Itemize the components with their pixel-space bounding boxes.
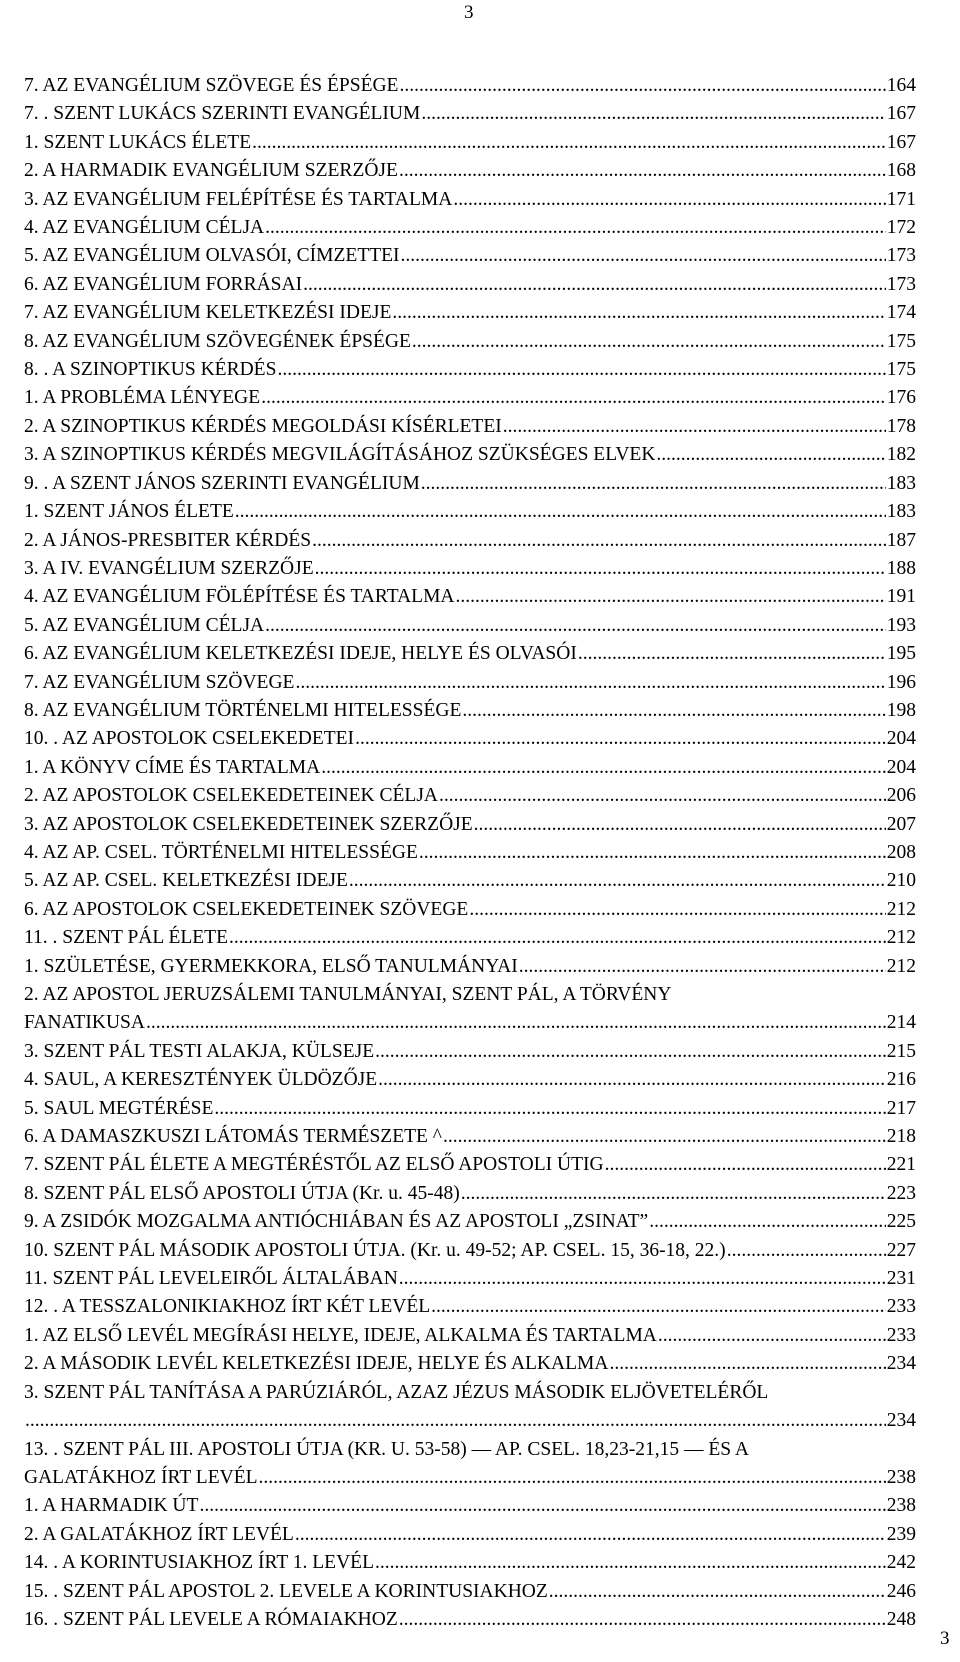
- toc-entry-page: 175: [886, 359, 916, 381]
- toc-entry: [24, 1123, 916, 1151]
- dot-leader: [727, 1237, 886, 1265]
- toc-entry: [24, 527, 916, 555]
- toc-entry-page: 193: [886, 614, 916, 636]
- toc-entry-page: 223: [886, 1182, 916, 1204]
- toc-entry: [24, 1578, 916, 1606]
- toc-entry-label: 4. SAUL, A KERESZTÉNYEK ÜLDÖZŐJE: [24, 1069, 378, 1091]
- toc-entry: [24, 441, 916, 469]
- toc-entry-label: 9. A ZSIDÓK MOZGALMA ANTIÓCHIÁBAN ÉS AZ APOSTOLI „ZSINAT”: [24, 1211, 649, 1233]
- toc-entry-page: 174: [886, 302, 916, 324]
- dot-leader: [25, 1407, 886, 1435]
- toc-entry-page: 239: [886, 1523, 916, 1545]
- dot-leader: [605, 1151, 886, 1179]
- toc-entry: [24, 555, 916, 583]
- toc-entry-label: 2. A SZINOPTIKUS KÉRDÉS MEGOLDÁSI KÍSÉRLETEI: [24, 415, 502, 437]
- toc-entry-page: 178: [886, 415, 916, 437]
- toc-entry: [24, 1038, 916, 1066]
- toc-entry: [24, 1549, 916, 1577]
- dot-leader: [461, 1180, 886, 1208]
- toc-entry: [24, 100, 916, 128]
- toc-entry-page: 231: [886, 1268, 916, 1290]
- dot-leader: [658, 1322, 886, 1350]
- dot-leader: [503, 413, 886, 441]
- toc-entry-label: 3. AZ APOSTOLOK CSELEKEDETEINEK SZERZŐJE: [24, 813, 473, 835]
- toc-entry: [24, 72, 916, 100]
- toc-entry-page: 238: [886, 1495, 916, 1517]
- toc-entry: [24, 1265, 916, 1293]
- toc-entry-label: 3. AZ EVANGÉLIUM FELÉPÍTÉSE ÉS TARTALMA: [24, 188, 453, 210]
- toc-entry: [24, 839, 916, 867]
- toc-entry: [24, 669, 916, 697]
- toc-entry-label: 5. AZ AP. CSEL. KELETKEZÉSI IDEJE: [24, 870, 348, 892]
- toc-entry-label: 8. AZ EVANGÉLIUM TÖRTÉNELMI HITELESSÉGE: [24, 699, 462, 721]
- toc-entry-label: 8. AZ EVANGÉLIUM SZÖVEGÉNEK ÉPSÉGE: [24, 330, 411, 352]
- toc-entry-label: 1. SZENT LUKÁCS ÉLETE: [24, 131, 252, 153]
- toc-entry-page: 234: [886, 1353, 916, 1375]
- toc-entry-page: 195: [886, 643, 916, 665]
- toc-entry-page: 196: [886, 671, 916, 693]
- toc-entry: [24, 356, 916, 384]
- dot-leader: [252, 129, 886, 157]
- toc-entry-page: 207: [886, 813, 916, 835]
- toc-entry-page: 216: [886, 1069, 916, 1091]
- toc-entry: [24, 157, 916, 185]
- dot-leader: [321, 754, 886, 782]
- toc-entry-label: 1. A HARMADIK ÚT: [24, 1495, 199, 1517]
- toc-entry: [24, 1436, 916, 1493]
- toc-entry: [24, 725, 916, 753]
- dot-leader: [399, 72, 885, 100]
- dot-leader: [146, 1009, 886, 1037]
- toc-entry: [24, 697, 916, 725]
- toc-entry: [24, 242, 916, 270]
- toc-entry: [24, 782, 916, 810]
- toc-entry: [24, 924, 916, 952]
- toc-entry-page: 175: [886, 330, 916, 352]
- dot-leader: [456, 583, 886, 611]
- dot-leader: [349, 867, 886, 895]
- toc-entry-page: 204: [886, 756, 916, 778]
- toc-entry-page: 191: [886, 586, 916, 608]
- toc-entry-page: 198: [886, 699, 916, 721]
- dot-leader: [399, 1265, 886, 1293]
- dot-leader: [399, 157, 886, 185]
- toc-entry-label: 6. AZ EVANGÉLIUM KELETKEZÉSI IDEJE, HELYE ÉS OLVASÓI: [24, 643, 577, 665]
- toc-entry-page: 183: [886, 501, 916, 523]
- toc-entry-label: 1. A KÖNYV CÍME ÉS TARTALMA: [24, 756, 321, 778]
- toc-entry-label: 5. AZ EVANGÉLIUM OLVASÓI, CÍMZETTEI: [24, 245, 400, 267]
- toc-entry-page: 204: [886, 728, 916, 750]
- toc-entry-label: 2. A JÁNOS-PRESBITER KÉRDÉS: [24, 529, 312, 551]
- toc-entry-page: 215: [886, 1040, 916, 1062]
- toc-entry-page: 233: [886, 1296, 916, 1318]
- toc-entry-label: 10. SZENT PÁL MÁSODIK APOSTOLI ÚTJA. (Kr. u. 49-52; AP. CSEL. 15, 36-18, 22.): [24, 1239, 726, 1261]
- toc-entry: [24, 1237, 916, 1265]
- toc-entry: [24, 299, 916, 327]
- toc-entry: [24, 328, 916, 356]
- dot-leader: [265, 612, 886, 640]
- toc-entry-label: 8. SZENT PÁL ELSŐ APOSTOLI ÚTJA (Kr. u. 45-48): [24, 1182, 460, 1204]
- toc-entry: [24, 1180, 916, 1208]
- dot-leader: [295, 669, 885, 697]
- dot-leader: [453, 186, 885, 214]
- toc-entry-page: 176: [886, 387, 916, 409]
- toc-entry-page: 242: [886, 1552, 916, 1574]
- toc-entry: [24, 1350, 916, 1378]
- toc-entry: [24, 1208, 916, 1236]
- toc-entry: [24, 640, 916, 668]
- dot-leader: [412, 328, 886, 356]
- dot-leader: [315, 555, 886, 583]
- toc-entry-label: 10. . AZ APOSTOLOK CSELEKEDETEI: [24, 728, 355, 750]
- toc-entry-page: 214: [886, 1012, 916, 1034]
- toc-entry-label: GALATÁKHOZ ÍRT LEVÉL: [24, 1466, 258, 1488]
- toc-entry-label: 7. AZ EVANGÉLIUM SZÖVEGE: [24, 671, 295, 693]
- dot-leader: [199, 1492, 885, 1520]
- page-number-top: 3: [464, 2, 474, 23]
- toc-entry: [24, 498, 916, 526]
- dot-leader: [462, 697, 885, 725]
- toc-entry-page: 171: [886, 188, 916, 210]
- toc-entry-label: 12. . A TESSZALONIKIAKHOZ ÍRT KÉT LEVÉL: [24, 1296, 431, 1318]
- toc-entry: [24, 1293, 916, 1321]
- toc-entry-label: 1. A PROBLÉMA LÉNYEGE: [24, 387, 261, 409]
- toc-entry-page: 208: [886, 841, 916, 863]
- toc-entry-label-line1: 3. SZENT PÁL TANÍTÁSA A PARÚZIÁRÓL, AZAZ JÉZUS MÁSODIK ELJÖVETELÉRŐL: [24, 1381, 769, 1403]
- toc-entry: [24, 413, 916, 441]
- toc-entry: [24, 470, 916, 498]
- toc-entry: [24, 129, 916, 157]
- toc-entry-page: 183: [886, 472, 916, 494]
- toc-entry-page: 167: [886, 103, 916, 125]
- toc-entry-page: 217: [886, 1097, 916, 1119]
- toc-entry-label: 14. . A KORINTUSIAKHOZ ÍRT 1. LEVÉL: [24, 1552, 374, 1574]
- toc-entry-label: 6. A DAMASZKUSZI LÁTOMÁS TERMÉSZETE ^: [24, 1126, 442, 1148]
- dot-leader: [431, 1293, 886, 1321]
- dot-leader: [261, 384, 886, 412]
- toc-entry-label-line1: 13. . SZENT PÁL III. APOSTOLI ÚTJA (KR. U. 53-58) ― AP. CSEL. 18,23-21,15 ― ÉS A: [24, 1438, 749, 1460]
- toc-entry: [24, 612, 916, 640]
- toc-entry-page: 225: [886, 1211, 916, 1233]
- toc-entry-label: 1. AZ ELSŐ LEVÉL MEGÍRÁSI HELYE, IDEJE, ALKALMA ÉS TARTALMA: [24, 1324, 657, 1346]
- toc-entry: [24, 867, 916, 895]
- toc-entry-page: 248: [886, 1608, 916, 1630]
- dot-leader: [229, 924, 886, 952]
- dot-leader: [375, 1038, 886, 1066]
- dot-leader: [355, 725, 886, 753]
- dot-leader: [439, 782, 886, 810]
- dot-leader: [303, 271, 886, 299]
- dot-leader: [519, 953, 886, 981]
- dot-leader: [649, 1208, 886, 1236]
- toc-entry-page: 182: [886, 444, 916, 466]
- toc-entry-label: 9. . A SZENT JÁNOS SZERINTI EVANGÉLIUM: [24, 472, 420, 494]
- toc-entry-page: 221: [886, 1154, 916, 1176]
- toc-entry-label: 8. . A SZINOPTIKUS KÉRDÉS: [24, 359, 277, 381]
- dot-leader: [549, 1578, 886, 1606]
- toc-entry-label: 7. AZ EVANGÉLIUM KELETKEZÉSI IDEJE: [24, 302, 392, 324]
- toc-entry: [24, 1066, 916, 1094]
- dot-leader: [265, 214, 886, 242]
- toc-entry-page: 164: [886, 75, 916, 96]
- toc-entry-label: 3. A SZINOPTIKUS KÉRDÉS MEGVILÁGÍTÁSÁHOZ SZÜKSÉGES ELVEK: [24, 444, 656, 466]
- toc-entry-label: 4. AZ AP. CSEL. TÖRTÉNELMI HITELESSÉGE: [24, 841, 418, 863]
- dot-leader: [375, 1549, 886, 1577]
- toc-entry: [24, 583, 916, 611]
- dot-leader: [401, 242, 886, 270]
- toc-entry-page: 187: [886, 529, 916, 551]
- dot-leader: [419, 839, 886, 867]
- toc-entry: [24, 1322, 916, 1350]
- toc-entry-label: 5. SAUL MEGTÉRÉSE: [24, 1097, 214, 1119]
- toc-entry-page: 234: [886, 1410, 916, 1432]
- toc-entry-page: 212: [886, 927, 916, 949]
- toc-entry-label: 16. . SZENT PÁL LEVELE A RÓMAIAKHOZ: [24, 1608, 398, 1630]
- toc-entry-label: 3. SZENT PÁL TESTI ALAKJA, KÜLSEJE: [24, 1040, 375, 1062]
- toc-entry-page: 172: [886, 217, 916, 239]
- toc-entry: [24, 1379, 916, 1436]
- toc-entry-label: 2. AZ APOSTOLOK CSELEKEDETEINEK CÉLJA: [24, 785, 439, 807]
- toc-entry-label: 2. A GALATÁKHOZ ÍRT LEVÉL: [24, 1523, 294, 1545]
- dot-leader: [399, 1606, 886, 1634]
- dot-leader: [378, 1066, 886, 1094]
- toc-entry: [24, 214, 916, 242]
- toc-entry-page: 212: [886, 955, 916, 977]
- toc-entry: [24, 271, 916, 299]
- toc-entry-page: 173: [886, 273, 916, 295]
- toc-entry-label: 7. AZ EVANGÉLIUM SZÖVEGE ÉS ÉPSÉGE: [24, 75, 399, 96]
- toc-entry-page: 233: [886, 1324, 916, 1346]
- dot-leader: [259, 1464, 886, 1492]
- toc-entry-label: 15. . SZENT PÁL APOSTOL 2. LEVELE A KORINTUSIAKHOZ: [24, 1580, 548, 1602]
- dot-leader: [214, 1095, 885, 1123]
- toc-entry: [24, 1606, 916, 1634]
- toc-entry: [24, 754, 916, 782]
- toc-entry: [24, 1521, 916, 1549]
- toc-entry-page: 227: [886, 1239, 916, 1261]
- toc-entry-page: 173: [886, 245, 916, 267]
- toc-entry: [24, 1095, 916, 1123]
- page-number-bottom: 3: [940, 1628, 950, 1649]
- toc-entry-page: 167: [886, 131, 916, 153]
- toc-entry-label: 4. AZ EVANGÉLIUM FÖLÉPÍTÉSE ÉS TARTALMA: [24, 586, 455, 608]
- toc-entry-label: 1. SZÜLETÉSE, GYERMEKKORA, ELSŐ TANULMÁNYAI: [24, 955, 518, 977]
- toc-entry: [24, 953, 916, 981]
- toc-entry: [24, 896, 916, 924]
- dot-leader: [421, 100, 885, 128]
- dot-leader: [469, 896, 885, 924]
- toc-entry: [24, 1492, 916, 1520]
- toc-entry-page: 188: [886, 557, 916, 579]
- dot-leader: [609, 1350, 885, 1378]
- toc-entry-page: 168: [886, 160, 916, 182]
- toc-entry-label: 1. SZENT JÁNOS ÉLETE: [24, 501, 234, 523]
- toc-entry-label: 3. A IV. EVANGÉLIUM SZERZŐJE: [24, 557, 314, 579]
- toc-entry-label: 7. . SZENT LUKÁCS SZERINTI EVANGÉLIUM: [24, 103, 421, 125]
- toc-entry-page: 218: [886, 1126, 916, 1148]
- toc-entry: [24, 186, 916, 214]
- dot-leader: [474, 811, 886, 839]
- dot-leader: [578, 640, 886, 668]
- toc-entry-label: 6. AZ EVANGÉLIUM FORRÁSAI: [24, 273, 303, 295]
- dot-leader: [443, 1123, 886, 1151]
- toc-entry-label: 5. AZ EVANGÉLIUM CÉLJA: [24, 614, 265, 636]
- toc-entry-page: 210: [886, 870, 916, 892]
- toc-entry-label-line1: 2. AZ APOSTOL JERUZSÁLEMI TANULMÁNYAI, SZENT PÁL, A TÖRVÉNY: [24, 984, 672, 1005]
- dot-leader: [277, 356, 885, 384]
- dot-leader: [421, 470, 886, 498]
- dot-leader: [235, 498, 886, 526]
- dot-leader: [656, 441, 885, 469]
- toc-entry: [24, 384, 916, 412]
- toc-entry: [24, 811, 916, 839]
- toc-entry-page: 212: [886, 898, 916, 920]
- toc-entry: [24, 1151, 916, 1179]
- toc-entry-page: 246: [886, 1580, 916, 1602]
- toc-entry-label: 4. AZ EVANGÉLIUM CÉLJA: [24, 217, 265, 239]
- toc-entry-label: 6. AZ APOSTOLOK CSELEKEDETEINEK SZÖVEGE: [24, 898, 469, 920]
- dot-leader: [392, 299, 885, 327]
- toc-entry-label: FANATIKUSA: [24, 1012, 145, 1034]
- toc-entry-label: 11. SZENT PÁL LEVELEIRŐL ÁLTALÁBAN: [24, 1268, 398, 1290]
- dot-leader: [295, 1521, 886, 1549]
- toc-entry-page: 206: [886, 785, 916, 807]
- toc-entry-label: 7. SZENT PÁL ÉLETE A MEGTÉRÉSTŐL AZ ELSŐ APOSTOLI ÚTIG: [24, 1154, 604, 1176]
- toc-entry-label: 2. A HARMADIK EVANGÉLIUM SZERZŐJE: [24, 160, 398, 182]
- toc-entry: [24, 981, 916, 1038]
- toc-entry-label: 11. . SZENT PÁL ÉLETE: [24, 927, 229, 949]
- toc-entry-page: 238: [886, 1466, 916, 1488]
- table-of-contents: [24, 72, 916, 1634]
- dot-leader: [312, 527, 886, 555]
- toc-entry-label: 2. A MÁSODIK LEVÉL KELETKEZÉSI IDEJE, HELYE ÉS ALKALMA: [24, 1353, 609, 1375]
